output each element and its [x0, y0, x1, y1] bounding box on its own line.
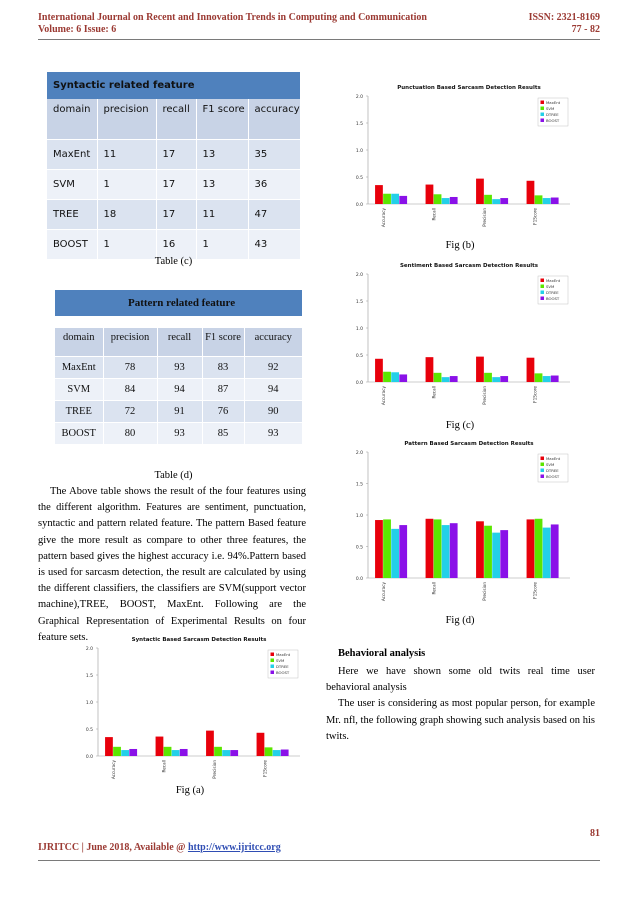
bar — [500, 376, 508, 382]
table-row — [47, 229, 300, 259]
y-tick-label: 0.0 — [355, 576, 363, 582]
journal-issn: ISSN: 2321-8169 — [528, 12, 600, 23]
y-tick-label: 1.0 — [355, 326, 363, 332]
y-tick-label: 0.0 — [355, 202, 363, 208]
y-tick-label: 1.5 — [355, 482, 363, 488]
table-cell: 17 — [156, 169, 196, 199]
chart-syntactic — [70, 632, 310, 792]
legend-label: DTREE — [546, 467, 559, 473]
chart-pattern — [340, 436, 580, 614]
table-cell: 13 — [196, 169, 248, 199]
bar — [281, 750, 289, 756]
table-cell: 85 — [202, 422, 244, 444]
table-cell: 93 — [157, 422, 202, 444]
bar — [172, 750, 180, 756]
y-tick-label: 0.0 — [85, 754, 93, 760]
section-title: Behavioral analysis — [338, 648, 426, 659]
table-cell: 47 — [248, 199, 300, 229]
bar — [265, 747, 273, 756]
bar — [391, 529, 399, 578]
y-tick-label: 2.0 — [355, 450, 363, 456]
chart-title: Pattern Based Sarcasm Detection Results — [404, 441, 534, 447]
bar — [214, 747, 222, 756]
table-row — [55, 378, 302, 400]
table-cell: TREE — [47, 199, 97, 229]
bar — [535, 195, 543, 204]
bar — [434, 373, 442, 382]
legend-swatch — [541, 285, 545, 289]
y-tick-label: 2.0 — [85, 646, 93, 652]
legend-label: SVM — [276, 657, 285, 663]
legend-swatch — [271, 653, 275, 657]
table-cell: 36 — [248, 169, 300, 199]
bar — [399, 525, 407, 578]
journal-volume: Volume: 6 Issue: 6 — [38, 24, 117, 35]
bar — [476, 521, 484, 578]
bar — [484, 373, 492, 382]
table-cell: 94 — [244, 378, 302, 400]
chart-title: Sentiment Based Sarcasm Detection Results — [399, 263, 539, 269]
table-cell: 18 — [97, 199, 156, 229]
bar — [442, 377, 450, 382]
bar — [156, 737, 164, 756]
y-tick-label: 2.0 — [355, 94, 363, 100]
x-tick-label: Recall — [431, 386, 437, 399]
legend-label: MaxEnt — [546, 277, 561, 283]
x-tick-label: F1Score — [532, 208, 538, 225]
legend-label: SVM — [546, 105, 555, 111]
section-paragraph: Here we have shown some old twits real time user behavioral analysis The user is considering as most popular person, for example Mr. nfl, the following graph showing such analysis based on his twits. — [326, 666, 595, 742]
column-header: F1 score — [196, 99, 248, 139]
page-number: 81 — [590, 828, 600, 839]
bar — [500, 198, 508, 204]
table-cell: MaxEnt — [47, 139, 97, 169]
x-tick-label: Precision — [481, 582, 487, 601]
table-cell: 83 — [202, 356, 244, 378]
bar — [527, 519, 535, 578]
bar — [492, 533, 500, 578]
table-cell: 94 — [157, 378, 202, 400]
bar — [121, 750, 129, 756]
body-paragraph: The Above table shows the result of the four features using the different algorithm. Features are sentiment, punctuation, syntactic and pattern related feature. The pattern Based feature give the more result as compare to other three features, the pattern based gives the highest accuracy i.e. 94%.Pattern based is used for sarcasm detection, the result are calculated by using the different classifiers, the classifiers are SVM(support vector machine),TREE, BOOST, MaxEnt. Following are the Graphical Representation of Experimental Results on four feature sets. — [38, 486, 306, 643]
bar — [551, 376, 559, 382]
x-tick-label: Precision — [481, 386, 487, 405]
bar — [450, 376, 458, 382]
legend-label: SVM — [546, 461, 555, 467]
legend-label: MaxEnt — [546, 455, 561, 461]
bar — [222, 750, 230, 756]
y-tick-label: 1.5 — [355, 121, 363, 127]
x-tick-label: Recall — [431, 208, 437, 221]
column-header: domain — [47, 99, 97, 139]
legend-swatch — [271, 665, 275, 669]
bar — [543, 376, 551, 382]
x-tick-label: Recall — [431, 582, 437, 595]
x-tick-label: F1Score — [532, 582, 538, 599]
table-cell: 17 — [156, 139, 196, 169]
table-row — [47, 139, 300, 169]
legend-label: BOOST — [546, 473, 560, 479]
y-tick-label: 0.5 — [355, 175, 363, 181]
table-cell: 17 — [156, 199, 196, 229]
bar — [164, 747, 172, 756]
x-tick-label: Recall — [161, 760, 167, 773]
table-caption: Table (d) — [154, 470, 193, 481]
table-row — [55, 356, 302, 378]
bar — [180, 749, 188, 756]
bar — [442, 525, 450, 578]
table-cell: 92 — [244, 356, 302, 378]
bar — [206, 731, 214, 756]
bar — [129, 749, 137, 756]
legend-label: BOOST — [276, 669, 290, 675]
table-cell: 72 — [103, 400, 157, 422]
bar — [426, 519, 434, 578]
table-cell: 78 — [103, 356, 157, 378]
figure-caption: Fig (b) — [445, 240, 475, 251]
bar — [543, 528, 551, 578]
table-cell: BOOST — [55, 422, 103, 444]
chart-title: Syntactic Based Sarcasm Detection Results — [131, 637, 267, 643]
y-tick-label: 1.5 — [355, 299, 363, 305]
y-tick-label: 1.0 — [355, 513, 363, 519]
table-cell: 1 — [97, 169, 156, 199]
bar — [391, 194, 399, 204]
bar — [527, 181, 535, 204]
table-cell: 11 — [97, 139, 156, 169]
x-tick-label: Precision — [481, 208, 487, 227]
column-header: recall — [157, 328, 202, 356]
legend-swatch — [541, 469, 545, 473]
table-cell: 93 — [157, 356, 202, 378]
bar — [383, 519, 391, 578]
table-cell: 1 — [97, 229, 156, 259]
y-tick-label: 1.0 — [85, 700, 93, 706]
bar — [500, 530, 508, 578]
table-caption: Table (c) — [154, 256, 193, 267]
bar — [399, 374, 407, 382]
table-cell: 91 — [157, 400, 202, 422]
table-pattern — [55, 290, 302, 444]
legend-swatch — [541, 107, 545, 111]
bar — [535, 519, 543, 578]
legend-swatch — [541, 113, 545, 117]
table-cell: 13 — [196, 139, 248, 169]
bar — [527, 358, 535, 382]
table-cell: 11 — [196, 199, 248, 229]
table-title: Syntactic related feature — [47, 72, 300, 99]
bar — [113, 747, 121, 756]
bar — [434, 194, 442, 204]
bar — [484, 195, 492, 204]
legend-swatch — [541, 475, 545, 479]
figure-caption: Fig (d) — [445, 615, 475, 626]
chart-punctuation — [340, 80, 580, 240]
table-cell: 35 — [248, 139, 300, 169]
table-cell: TREE — [55, 400, 103, 422]
figure-caption: Fig (a) — [175, 785, 205, 796]
bar — [105, 737, 113, 756]
legend-label: BOOST — [546, 117, 560, 123]
bar — [434, 519, 442, 578]
bar — [535, 373, 543, 382]
header-rule — [38, 39, 600, 40]
legend-swatch — [541, 463, 545, 467]
table-cell: SVM — [47, 169, 97, 199]
legend-swatch — [541, 101, 545, 105]
table-cell: 90 — [244, 400, 302, 422]
column-header: precision — [97, 99, 156, 139]
legend-swatch — [541, 119, 545, 123]
bar — [492, 377, 500, 382]
x-tick-label: Accuracy — [380, 208, 386, 228]
x-tick-label: F1Score — [532, 386, 538, 403]
bar — [484, 526, 492, 578]
legend-swatch — [541, 457, 545, 461]
y-tick-label: 0.5 — [355, 353, 363, 359]
table-cell: 16 — [156, 229, 196, 259]
bar — [543, 198, 551, 204]
bar — [450, 523, 458, 578]
table-cell: 87 — [202, 378, 244, 400]
bar — [476, 357, 484, 382]
journal-pages: 77 - 82 — [571, 24, 600, 35]
legend-swatch — [541, 279, 545, 283]
table-row — [55, 400, 302, 422]
bar — [442, 198, 450, 204]
legend-label: DTREE — [546, 111, 559, 117]
bar — [426, 185, 434, 204]
bar — [375, 359, 383, 382]
column-header: F1 score — [202, 328, 244, 356]
table-syntactic — [47, 72, 300, 259]
legend-swatch — [541, 297, 545, 301]
column-header: domain — [55, 328, 103, 356]
bar — [551, 198, 559, 204]
bar — [391, 372, 399, 382]
y-tick-label: 2.0 — [355, 272, 363, 278]
figure-caption: Fig (c) — [445, 420, 475, 431]
table-cell: 80 — [103, 422, 157, 444]
table-cell: 84 — [103, 378, 157, 400]
y-tick-label: 0.5 — [355, 545, 363, 551]
table-cell: SVM — [55, 378, 103, 400]
table-row — [55, 422, 302, 444]
journal-link[interactable]: http://www.ijritcc.org — [187, 842, 281, 853]
column-header: precision — [103, 328, 157, 356]
column-header: recall — [156, 99, 196, 139]
journal-title: International Journal on Recent and Innovation Trends in Computing and Communication — [38, 12, 427, 23]
bar — [375, 185, 383, 204]
bar — [273, 750, 281, 756]
y-tick-label: 0.0 — [355, 380, 363, 386]
table-cell: BOOST — [47, 229, 97, 259]
table-row — [47, 199, 300, 229]
legend-label: DTREE — [546, 289, 559, 295]
table-title: Pattern related feature — [55, 290, 302, 316]
y-tick-label: 1.0 — [355, 148, 363, 154]
legend-swatch — [271, 659, 275, 663]
column-header: accuracy — [248, 99, 300, 139]
table-cell: MaxEnt — [55, 356, 103, 378]
bar — [551, 524, 559, 578]
bar — [375, 520, 383, 578]
chart-title: Punctuation Based Sarcasm Detection Results — [397, 85, 541, 91]
legend-label: BOOST — [546, 295, 560, 301]
x-tick-label: Accuracy — [380, 386, 386, 406]
bar — [383, 194, 391, 204]
bar — [492, 199, 500, 204]
x-tick-label: Accuracy — [380, 582, 386, 602]
bar — [230, 750, 238, 756]
y-tick-label: 0.5 — [85, 727, 93, 733]
table-cell: 43 — [248, 229, 300, 259]
legend-label: MaxEnt — [276, 651, 291, 657]
bar — [476, 179, 484, 204]
bar — [426, 357, 434, 382]
x-tick-label: Accuracy — [110, 760, 116, 780]
table-cell: 1 — [196, 229, 248, 259]
x-tick-label: F1Score — [262, 760, 268, 777]
bar — [383, 372, 391, 382]
legend-label: SVM — [546, 283, 555, 289]
x-tick-label: Precision — [211, 760, 217, 779]
table-cell: 76 — [202, 400, 244, 422]
bar — [450, 197, 458, 204]
legend-label: DTREE — [276, 663, 289, 669]
chart-sentiment — [340, 258, 580, 418]
legend-swatch — [271, 671, 275, 675]
table-cell: 93 — [244, 422, 302, 444]
table-row — [47, 169, 300, 199]
bar — [399, 196, 407, 204]
y-tick-label: 1.5 — [85, 673, 93, 679]
footer-rule — [38, 860, 600, 861]
bar — [257, 733, 265, 756]
legend-swatch — [541, 291, 545, 295]
column-header: accuracy — [244, 328, 302, 356]
legend-label: MaxEnt — [546, 99, 561, 105]
footer-text: IJRITCC | June 2018, Available @ http://www.ijritcc.org — [38, 842, 281, 853]
